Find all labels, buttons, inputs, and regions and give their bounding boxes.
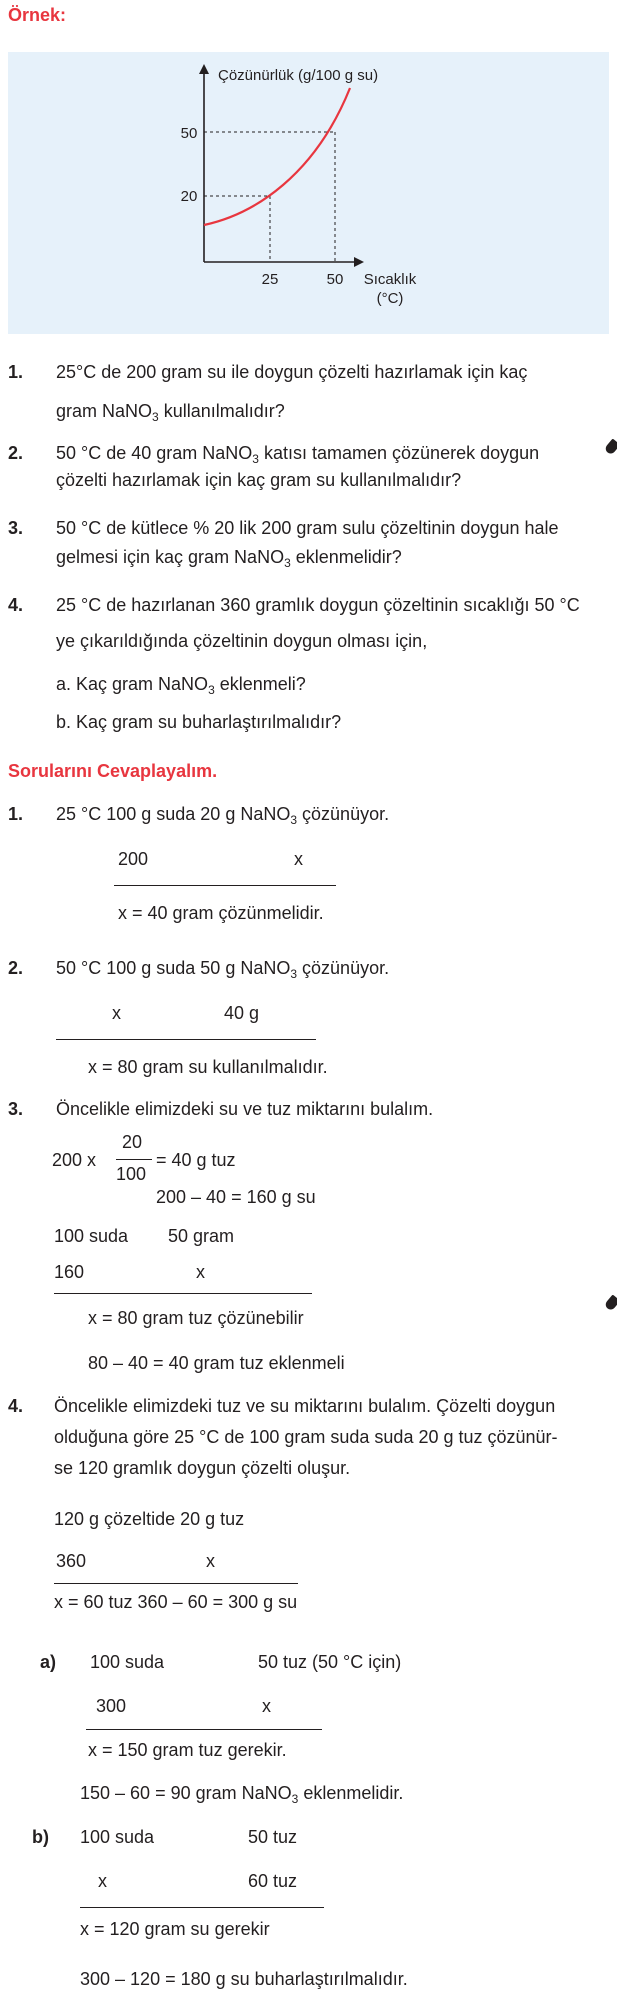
pencil-mark-icon [604,438,617,455]
answers-heading: Sorularını Cevaplayalım. [8,761,218,781]
q3-line1: 50 °C de kütlece % 20 lik 200 gram sulu çözeltinin doygun hale [56,518,559,538]
a3-r1a: 100 suda [54,1226,129,1246]
a3-fraction-left: 200 x [52,1150,97,1170]
a4-line1: Öncelikle elimizdeki tuz ve su miktarını bulalım. Çözelti doygun [54,1396,556,1416]
a2-r2b: 40 g [224,1003,260,1023]
q3-number: 3. [8,518,24,538]
q2-line2: çözelti hazırlamak için kaç gram su kullanılmalıdır? [56,470,462,490]
x-tick-50: 50 [326,271,344,288]
a4b-result: x = 120 gram su gerekir [80,1919,270,1939]
a3-fraction-denominator: 100 [116,1164,147,1184]
a2-divider [56,1039,316,1040]
a3-r1b: 50 gram [168,1226,235,1246]
q4-number: 4. [8,595,24,615]
y-axis-arrow [199,64,209,74]
q2-line1: 50 °C de 40 gram NaNO$_3$ katısı tamamen çözünerek doygun [56,443,540,466]
a3-number: 3. [8,1099,24,1119]
a2-r2a: x [112,1003,121,1023]
q4-line2: ye çıkarıldığında çözeltinin doygun olması için, [56,631,428,651]
q4-a: a. Kaç gram NaNO$_3$ eklenmeli? [56,674,306,697]
x-tick-25: 25 [261,271,279,288]
a4b-divider [80,1907,324,1908]
a4a-r1b: 50 tuz (50 °C için) [258,1652,402,1672]
a4b-final: 300 – 120 = 180 g su buharlaştırılmalıdır. [80,1969,408,1989]
a3-fraction-numerator: 20 [122,1132,143,1152]
q4-line1: 25 °C de hazırlanan 360 gramlık doygun çözeltinin sıcaklığı 50 °C [56,595,580,615]
a3-divider [54,1293,312,1294]
y-axis-label: Çözünürlük (g/100 g su) [218,67,379,84]
a4-r2a: 360 [56,1551,87,1571]
a3-fraction-bar [116,1159,152,1160]
a1-line1: 25 °C 100 g suda 20 g NaNO$_3$ çözünüyor. [56,804,390,827]
a1-number: 1. [8,804,24,824]
a3-r2b: x [196,1262,205,1282]
a4a-r2b: x [262,1696,271,1716]
a4-line2: olduğuna göre 25 °C de 100 gram suda suda 20 g tuz çözünür- [54,1427,558,1447]
a2-number: 2. [8,958,24,978]
q3-line2: gelmesi için kaç gram NaNO$_3$ eklenmelidir? [56,547,402,570]
a1-r2b: x [294,849,303,869]
a4a-result: x = 150 gram tuz gerekir. [88,1740,287,1760]
a1-result: x = 40 gram çözünmelidir. [118,903,324,923]
x-axis-label-2: (°C) [376,290,404,307]
page-title: Örnek: [8,5,67,25]
a3-line1: Öncelikle elimizdeki su ve tuz miktarını bulalım. [56,1099,434,1119]
a2-line1: 50 °C 100 g suda 50 g NaNO$_3$ çözünüyor. [56,958,390,981]
a4b-label: b) [32,1827,49,1847]
q1-line1: 25°C de 200 gram su ile doygun çözelti hazırlamak için kaç [56,362,528,382]
a3-r2a: 160 [54,1262,85,1282]
a4-line3: se 120 gramlık doygun çözelti oluşur. [54,1458,351,1478]
a4-r1: 120 g çözeltide 20 g tuz [54,1509,245,1529]
x-axis-arrow [354,257,364,267]
a2-result: x = 80 gram su kullanılmalıdır. [88,1057,328,1077]
q4-b: b. Kaç gram su buharlaştırılmalıdır? [56,712,342,732]
q1-line2: gram NaNO$_3$ kullanılmalıdır? [56,401,285,424]
a4-number: 4. [8,1396,24,1416]
y-tick-50: 50 [180,125,198,142]
a4a-r1a: 100 suda [90,1652,165,1672]
a4-r2b: x [206,1551,215,1571]
y-tick-20: 20 [180,188,198,205]
q2-number: 2. [8,443,24,463]
a4-result: x = 60 tuz 360 – 60 = 300 g su [54,1592,298,1612]
pencil-mark-icon [604,1294,617,1311]
x-axis-label-1: Sıcaklık [363,271,417,288]
a4a-final: 150 – 60 = 90 gram NaNO$_3$ eklenmelidir. [80,1783,404,1806]
a3-calc: 200 – 40 = 160 g su [156,1187,316,1207]
a1-r2a: 200 [118,849,149,869]
solubility-curve [204,88,350,225]
a1-divider [114,885,336,886]
a4b-r1b: 50 tuz [248,1827,298,1847]
a3-result: x = 80 gram tuz çözünebilir [88,1308,304,1328]
a4a-divider [86,1729,322,1730]
a4b-r1a: 100 suda [80,1827,155,1847]
a4b-r2b: 60 tuz [248,1871,298,1891]
a4a-label: a) [40,1652,57,1672]
q1-number: 1. [8,362,24,382]
a4b-r2a: x [98,1871,107,1891]
a4a-r2a: 300 [96,1696,127,1716]
solubility-chart [0,0,617,340]
a4-divider [54,1583,298,1584]
a3-fraction-right: = 40 g tuz [156,1150,236,1170]
a3-final: 80 – 40 = 40 gram tuz eklenmeli [88,1353,345,1373]
